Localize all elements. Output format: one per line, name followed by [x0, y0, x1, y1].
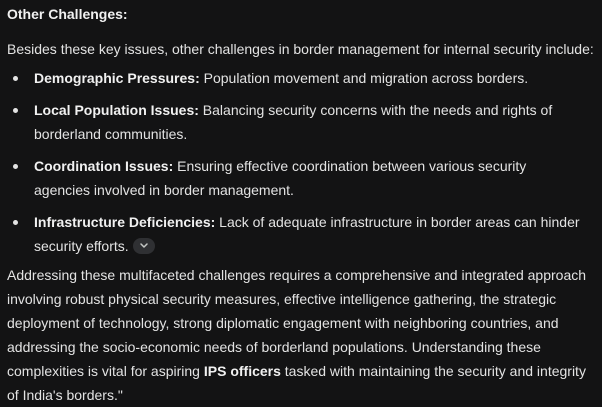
- list-item-text: Ensuring effective coordination between various security agencies involved in border management.: [34, 158, 527, 198]
- list-item-text: Balancing security concerns with the needs and rights of borderland communities.: [34, 102, 553, 142]
- closing-bold-term: IPS officers: [203, 363, 281, 379]
- list-item: [0, 210, 584, 258]
- intro-paragraph: Besides these key issues, other challenges in border management for internal security include:: [7, 41, 594, 57]
- list-item-title: Local Population Issues:: [34, 102, 199, 118]
- list-item-title: Infrastructure Deficiencies:: [34, 214, 216, 230]
- source-chip-button[interactable]: [133, 238, 155, 254]
- list-item-text: Lack of adequate infrastructure in border areas can hinder security efforts.: [34, 214, 580, 254]
- list-item: [0, 66, 584, 90]
- list-item-text: Population movement and migration across borders.: [199, 70, 529, 86]
- closing-text-1: Addressing these multifaceted challenges requires a comprehensive and integrated approach involving robust physical security measures, effective intelligence gathering, the strategic deployment of technology, strong diplomatic engagement with neighboring countries, and addressing the socio-economic needs of borderland populations. Understanding these complexities is vital for aspiring: [7, 267, 587, 379]
- chevron-down-icon: [139, 242, 149, 250]
- list-item: [0, 154, 584, 202]
- list-item-title: Demographic Pressures:: [34, 70, 200, 86]
- list-item: [0, 98, 584, 146]
- bullet-dot: [13, 164, 18, 169]
- challenges-list: [0, 66, 600, 266]
- section-heading: Other Challenges:: [7, 6, 128, 22]
- closing-text-2: tasked with maintaining the security and integrity of India's borders.": [7, 363, 586, 403]
- bullet-dot: [13, 220, 18, 225]
- bullet-dot: [13, 108, 18, 113]
- list-item-title: Coordination Issues:: [34, 158, 174, 174]
- bullet-dot: [13, 76, 18, 81]
- closing-paragraph: [7, 263, 601, 407]
